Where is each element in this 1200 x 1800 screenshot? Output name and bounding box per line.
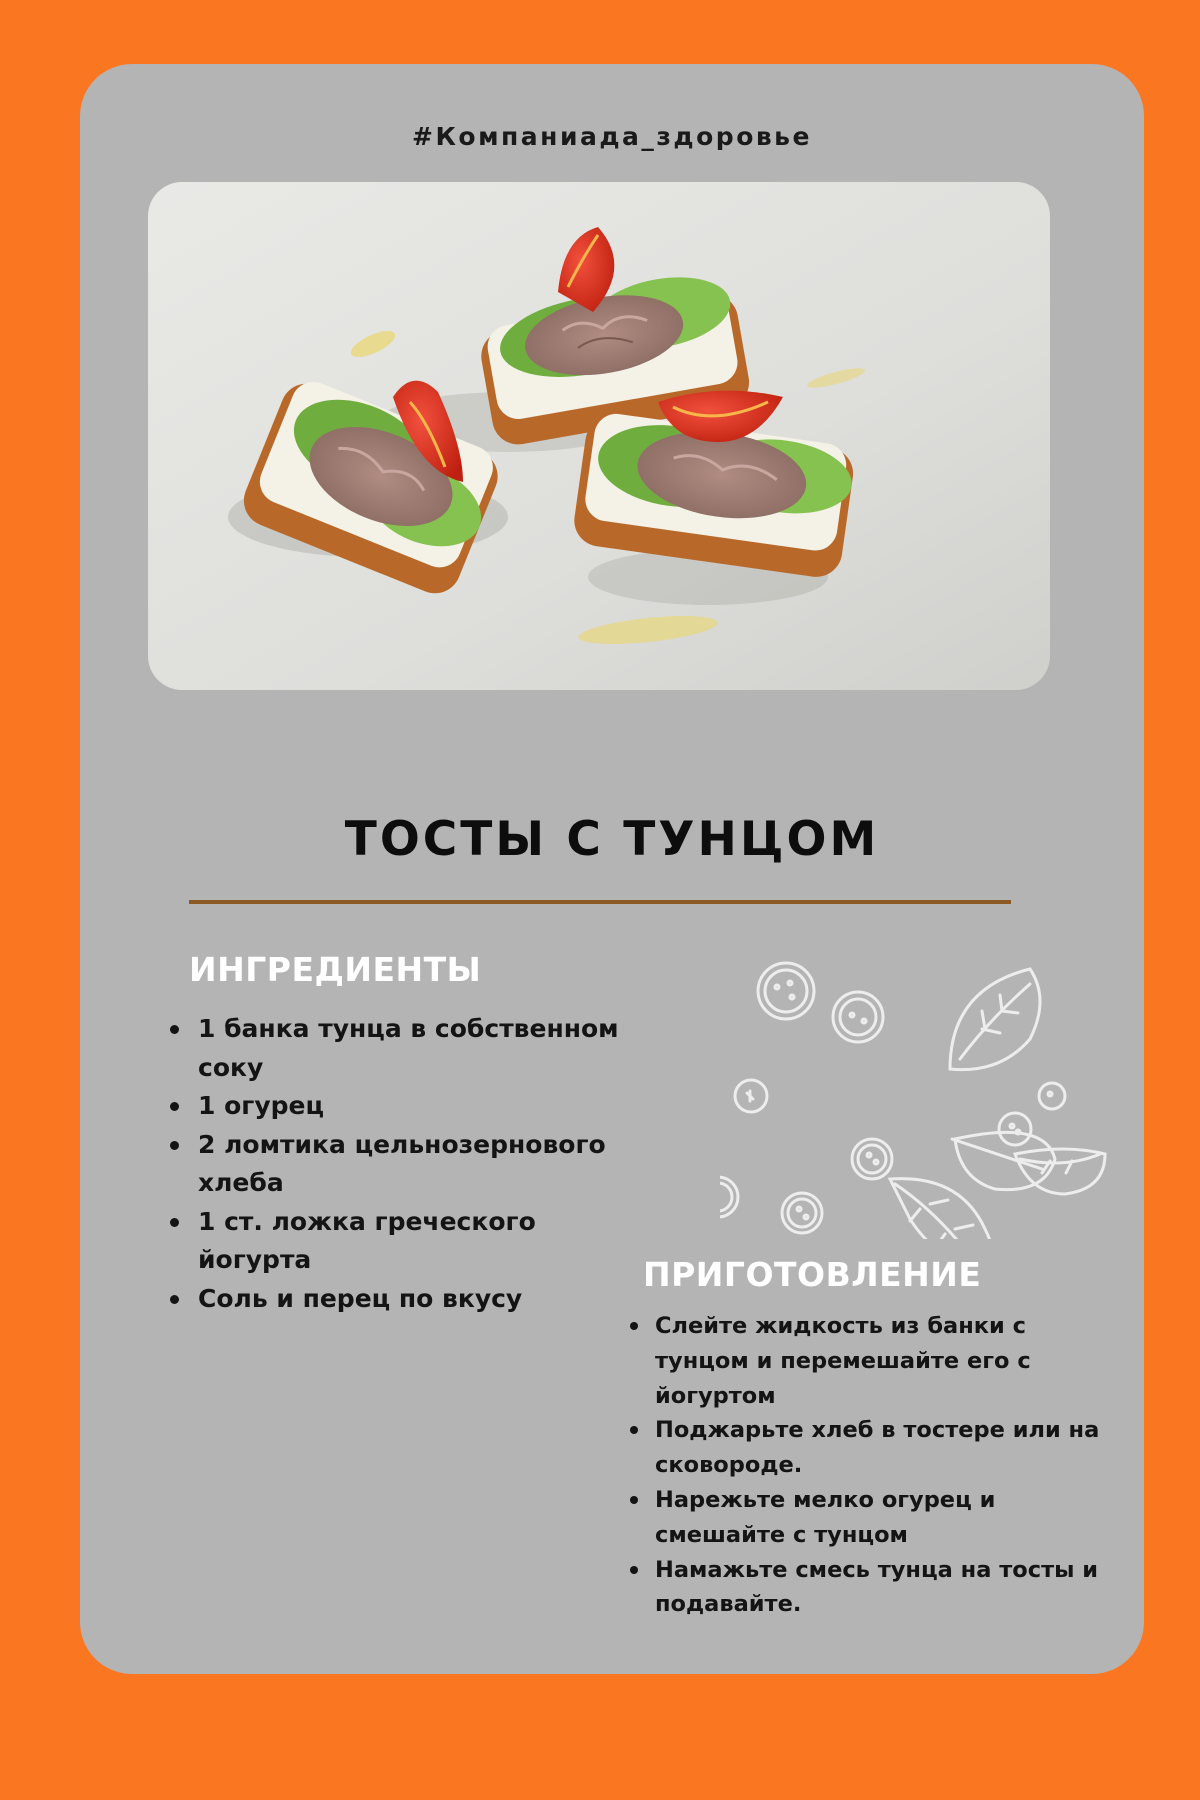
hashtag: #Компаниада_здоровье [412,122,812,151]
preparation-step: Поджарьте хлеб в тостере или на сковороде. [628,1413,1108,1483]
preparation-step: Нарежьте мелко огурец и смешайте с тунцом [628,1483,1108,1553]
recipe-title: ТОСТЫ С ТУНЦОМ [344,812,880,867]
preparation-step: Слейте жидкость из банки с тунцом и перемешайте его с йогуртом [628,1309,1108,1413]
tuna-toast-photo [148,182,1050,690]
preparation-heading: ПРИГОТОВЛЕНИЕ [643,1255,982,1294]
ingredient-item: Соль и перец по вкусу [168,1280,638,1319]
title-divider [189,900,1011,904]
ingredient-item: 1 ст. ложка греческого йогурта [168,1203,638,1280]
preparation-list [628,1309,1108,1622]
ingredient-item: 2 ломтика цельнозернового хлеба [168,1126,638,1203]
recipe-card [80,64,1144,1674]
ingredient-item: 1 банка тунца в собственном соку [168,1010,638,1087]
preparation-step: Намажьте смесь тунца на тосты и подавайте. [628,1553,1108,1623]
cucumber-lettuce-doodle [720,949,1120,1239]
ingredient-item: 1 огурец [168,1087,638,1126]
ingredients-heading: ИНГРЕДИЕНТЫ [189,950,482,989]
ingredients-list [168,1010,638,1318]
